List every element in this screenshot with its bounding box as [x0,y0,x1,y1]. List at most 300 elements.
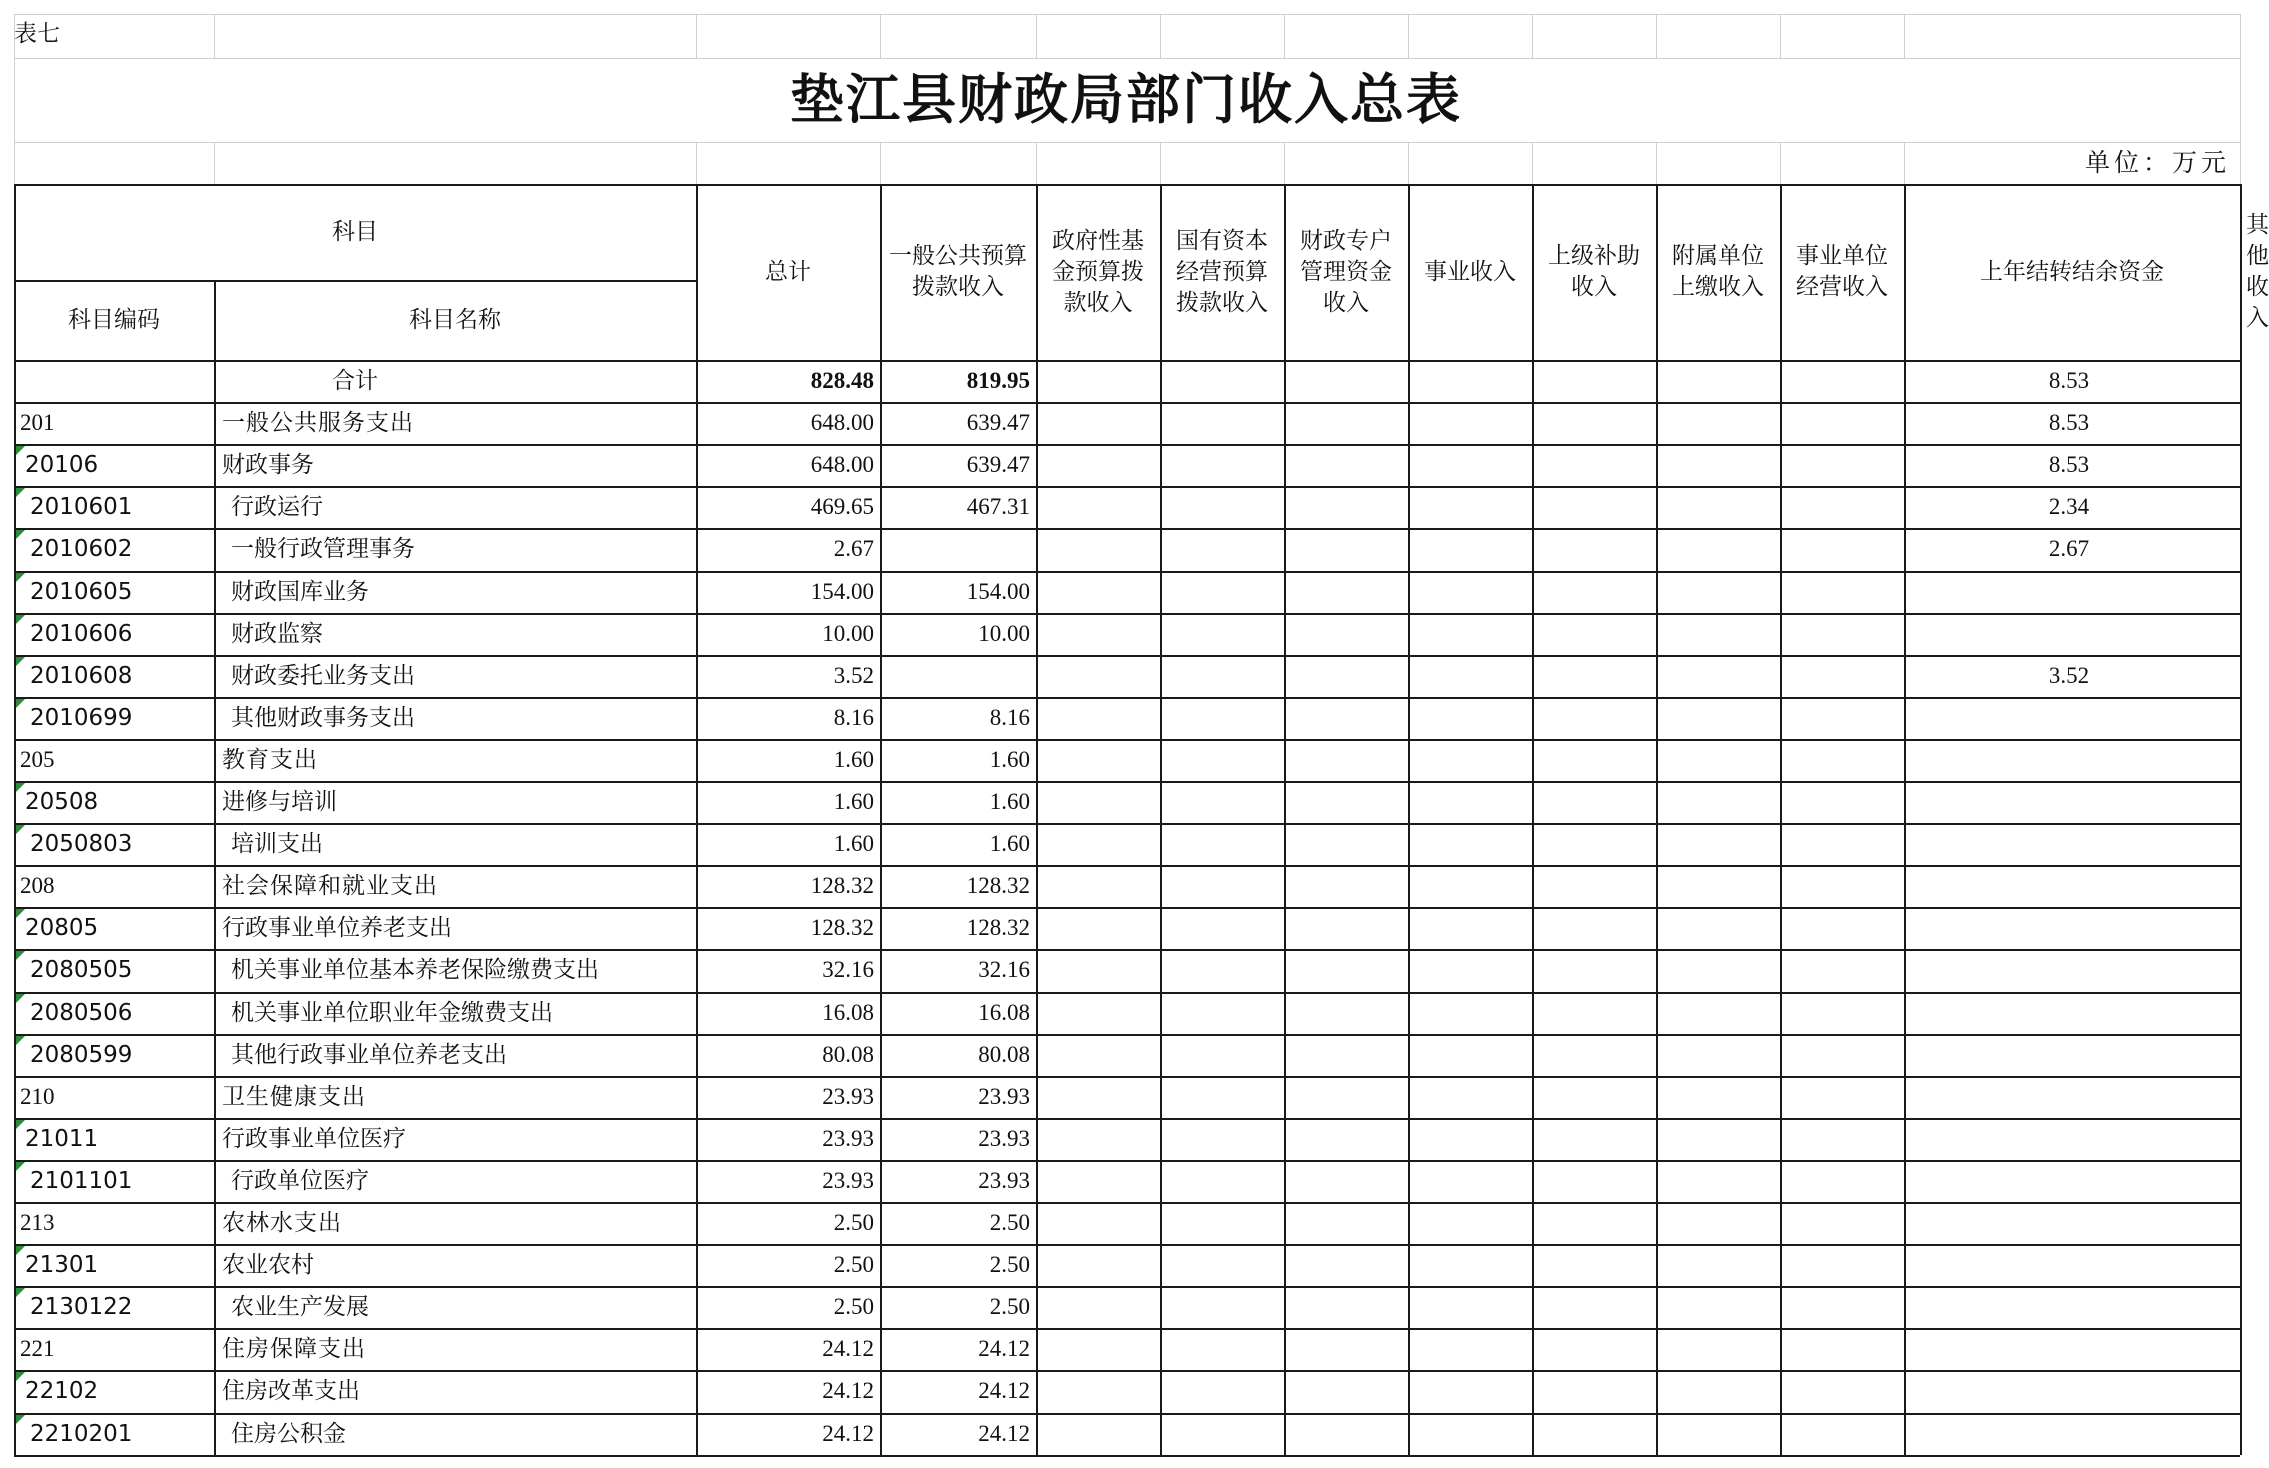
row-value[interactable] [2240,528,2246,570]
row-code[interactable]: 2010602 [14,528,214,570]
row-value[interactable] [1036,613,1160,655]
row-code[interactable]: 2010608 [14,655,214,697]
row-value[interactable] [1284,907,1408,949]
row-value[interactable]: 10.00 [978,620,1030,646]
row-code[interactable]: 208 [20,873,55,899]
row-name[interactable]: 行政运行 [231,494,323,521]
row-code[interactable]: 2080505 [14,949,214,991]
row-name[interactable]: 机关事业单位基本养老保险缴费支出 [231,957,599,984]
row-value[interactable] [1780,1160,1904,1202]
row-value[interactable]: 80.08 [978,1041,1030,1067]
row-value[interactable]: 2.67 [2048,536,2090,562]
row-value[interactable]: 2.50 [989,1252,1030,1278]
row-value[interactable] [1160,1034,1284,1076]
row-value[interactable] [1284,528,1408,570]
row-value[interactable] [1284,865,1408,907]
row-value[interactable] [2240,444,2246,486]
row-value[interactable] [1780,1244,1904,1286]
row-code[interactable]: 22102 [14,1370,214,1412]
row-value[interactable]: 2.50 [989,1210,1030,1235]
row-value[interactable] [1284,697,1408,739]
row-value[interactable]: 2.34 [2048,494,2090,520]
row-name[interactable]: 行政事业单位养老支出 [222,915,452,942]
row-value[interactable] [1904,1076,2240,1118]
row-value[interactable]: 154.00 [966,578,1030,604]
row-name[interactable]: 住房改革支出 [222,1378,360,1405]
row-value[interactable] [1160,1413,1284,1455]
row-value[interactable] [1656,1413,1780,1455]
row-value[interactable] [1656,1328,1780,1370]
row-value[interactable] [1036,528,1160,570]
row-value[interactable] [1408,1286,1532,1328]
row-value[interactable] [1780,992,1904,1034]
row-value[interactable]: 24.12 [978,1420,1030,1446]
row-name[interactable]: 农业生产发展 [231,1294,369,1321]
row-value[interactable] [1284,1370,1408,1412]
row-value[interactable]: 648.00 [810,452,874,478]
total-cell[interactable] [2240,360,2246,402]
row-value[interactable]: 23.93 [978,1167,1030,1193]
row-value[interactable]: 24.12 [822,1378,874,1404]
row-value[interactable] [1284,486,1408,528]
row-value[interactable] [1904,1370,2240,1412]
row-code[interactable]: 201 [20,410,55,436]
row-value[interactable] [1160,781,1284,823]
row-value[interactable] [1160,486,1284,528]
row-value[interactable] [1532,865,1656,907]
row-value[interactable] [1904,907,2240,949]
row-value[interactable] [1408,992,1532,1034]
row-value[interactable] [1656,697,1780,739]
row-value[interactable] [1160,655,1284,697]
row-value[interactable] [1160,444,1284,486]
row-value[interactable] [1284,1160,1408,1202]
row-value[interactable] [1656,823,1780,865]
row-value[interactable]: 639.47 [966,410,1030,436]
row-value[interactable] [2240,781,2246,823]
row-value[interactable] [1780,444,1904,486]
row-code[interactable]: 2010605 [14,571,214,613]
row-value[interactable] [1904,1202,2240,1244]
row-value[interactable] [1532,486,1656,528]
row-value[interactable] [1532,402,1656,444]
row-value[interactable]: 467.31 [966,494,1030,520]
row-value[interactable] [2240,1160,2246,1202]
row-value[interactable]: 10.00 [822,620,874,646]
row-value[interactable] [1408,781,1532,823]
row-value[interactable] [1284,1413,1408,1455]
row-value[interactable]: 24.12 [978,1378,1030,1404]
row-value[interactable] [1780,823,1904,865]
row-value[interactable] [1656,528,1780,570]
row-value[interactable]: 2.67 [833,536,874,562]
row-value[interactable] [1160,697,1284,739]
total-cell[interactable]: 828.48 [810,368,874,393]
row-value[interactable] [1284,571,1408,613]
row-code[interactable]: 2080506 [14,992,214,1034]
row-value[interactable]: 128.32 [810,915,874,941]
row-value[interactable] [2240,613,2246,655]
row-value[interactable] [1904,1244,2240,1286]
row-value[interactable] [1036,1413,1160,1455]
unit-label[interactable]: 单位：万元 [2084,148,2230,177]
total-cell[interactable] [1408,360,1532,402]
row-value[interactable]: 8.53 [2048,410,2090,436]
row-value[interactable] [2240,402,2246,444]
row-value[interactable] [1904,613,2240,655]
row-value[interactable] [1780,949,1904,991]
row-value[interactable] [1904,865,2240,907]
row-value[interactable] [1160,1286,1284,1328]
row-value[interactable] [1904,949,2240,991]
row-value[interactable] [1780,1328,1904,1370]
row-value[interactable] [2240,1118,2246,1160]
row-value[interactable] [1408,697,1532,739]
row-value[interactable] [1160,1160,1284,1202]
row-name[interactable]: 一般行政管理事务 [231,536,415,563]
row-value[interactable] [1160,1328,1284,1370]
row-value[interactable] [1036,1286,1160,1328]
row-value[interactable] [1656,1202,1780,1244]
row-value[interactable]: 23.93 [978,1125,1030,1151]
row-value[interactable] [1036,739,1160,781]
row-code[interactable]: 2210201 [14,1413,214,1455]
row-name[interactable]: 一般公共服务支出 [222,410,414,436]
row-value[interactable] [1408,1118,1532,1160]
row-value[interactable]: 32.16 [822,957,874,983]
row-value[interactable]: 24.12 [978,1336,1030,1362]
row-value[interactable] [1656,865,1780,907]
row-code[interactable]: 2010699 [14,697,214,739]
row-code[interactable]: 221 [20,1336,55,1362]
row-value[interactable] [1780,865,1904,907]
row-value[interactable] [1780,528,1904,570]
row-name[interactable]: 进修与培训 [222,789,337,815]
row-value[interactable] [1284,739,1408,781]
row-value[interactable] [1408,1076,1532,1118]
row-value[interactable] [1656,907,1780,949]
row-value[interactable] [2240,1202,2246,1244]
row-value[interactable] [1780,739,1904,781]
row-code[interactable]: 20106 [14,444,214,486]
row-value[interactable] [1780,1118,1904,1160]
row-value[interactable] [1284,1202,1408,1244]
row-value[interactable] [1780,655,1904,697]
row-value[interactable] [1532,1034,1656,1076]
row-value[interactable] [1532,823,1656,865]
row-value[interactable] [1036,1244,1160,1286]
row-value[interactable] [1036,907,1160,949]
row-value[interactable] [1036,1076,1160,1118]
row-value[interactable]: 32.16 [978,957,1030,983]
total-cell[interactable] [1036,360,1160,402]
row-value[interactable] [2240,655,2246,697]
row-value[interactable] [1036,697,1160,739]
row-value[interactable] [1780,907,1904,949]
row-value[interactable]: 2.50 [833,1252,874,1278]
row-value[interactable] [1284,1034,1408,1076]
row-value[interactable] [1780,402,1904,444]
row-value[interactable] [1408,1160,1532,1202]
row-value[interactable] [1160,739,1284,781]
row-value[interactable] [1036,1034,1160,1076]
row-code[interactable]: 2080599 [14,1034,214,1076]
row-value[interactable] [1532,1370,1656,1412]
total-cell[interactable] [1780,360,1904,402]
row-value[interactable] [1036,1160,1160,1202]
row-value[interactable] [1532,1413,1656,1455]
row-value[interactable]: 3.52 [2048,662,2090,688]
row-value[interactable] [2240,1076,2246,1118]
row-value[interactable] [1160,402,1284,444]
row-value[interactable] [1656,949,1780,991]
row-value[interactable] [1904,1034,2240,1076]
row-value[interactable] [1904,1160,2240,1202]
row-name[interactable]: 教育支出 [222,746,318,772]
row-value[interactable] [1532,655,1656,697]
row-value[interactable] [1780,571,1904,613]
row-value[interactable] [1904,1286,2240,1328]
row-value[interactable] [1532,1202,1656,1244]
row-value[interactable] [1160,823,1284,865]
row-value[interactable] [1904,992,2240,1034]
row-value[interactable]: 16.08 [978,999,1030,1025]
row-value[interactable] [1780,613,1904,655]
row-value[interactable] [1532,697,1656,739]
row-value[interactable] [1904,697,2240,739]
row-value[interactable]: 128.32 [966,915,1030,941]
row-value[interactable] [1408,571,1532,613]
row-value[interactable] [1036,571,1160,613]
row-value[interactable] [1656,1244,1780,1286]
row-value[interactable]: 128.32 [966,873,1030,899]
row-value[interactable] [1284,613,1408,655]
row-value[interactable] [2240,907,2246,949]
row-value[interactable]: 24.12 [822,1420,874,1446]
row-value[interactable] [1656,613,1780,655]
row-value[interactable] [1656,739,1780,781]
row-value[interactable] [1780,1034,1904,1076]
total-label[interactable]: 合计 [332,368,378,394]
total-cell[interactable] [1656,360,1780,402]
row-value[interactable] [1408,1034,1532,1076]
row-value[interactable] [1532,1244,1656,1286]
row-value[interactable] [1036,486,1160,528]
row-name[interactable]: 卫生健康支出 [222,1083,366,1109]
total-cell[interactable]: 8.53 [2048,368,2090,393]
row-value[interactable] [1532,444,1656,486]
row-code[interactable]: 20508 [14,781,214,823]
row-value[interactable] [1532,528,1656,570]
row-value[interactable] [2240,1328,2246,1370]
row-value[interactable]: 1.60 [833,789,874,814]
row-value[interactable] [2240,486,2246,528]
row-value[interactable] [1532,907,1656,949]
row-value[interactable] [1408,1202,1532,1244]
row-value[interactable] [880,528,1036,570]
row-value[interactable] [1284,1118,1408,1160]
row-value[interactable] [2240,697,2246,739]
row-value[interactable] [1036,992,1160,1034]
row-value[interactable] [1036,1370,1160,1412]
page-title[interactable]: 垫江县财政局部门收入总表 [790,70,1462,130]
row-value[interactable]: 23.93 [822,1167,874,1193]
row-code[interactable]: 2130122 [14,1286,214,1328]
row-value[interactable] [1656,1034,1780,1076]
row-value[interactable] [2240,571,2246,613]
row-value[interactable]: 16.08 [822,999,874,1025]
row-value[interactable] [1284,1286,1408,1328]
row-value[interactable] [1036,1328,1160,1370]
row-value[interactable] [2240,865,2246,907]
row-value[interactable] [1160,1118,1284,1160]
row-value[interactable] [1656,1076,1780,1118]
row-value[interactable]: 23.93 [822,1083,874,1109]
row-value[interactable]: 23.93 [822,1125,874,1151]
row-value[interactable] [1532,739,1656,781]
row-value[interactable] [1408,1370,1532,1412]
row-value[interactable] [1656,992,1780,1034]
row-value[interactable] [2240,949,2246,991]
row-value[interactable] [1780,1202,1904,1244]
row-code[interactable]: 2010601 [14,486,214,528]
row-value[interactable] [1160,992,1284,1034]
row-value[interactable] [1160,1076,1284,1118]
row-code[interactable]: 20805 [14,907,214,949]
row-value[interactable] [1656,1286,1780,1328]
row-value[interactable] [1408,865,1532,907]
row-value[interactable] [1408,613,1532,655]
row-value[interactable] [1408,1328,1532,1370]
row-value[interactable]: 80.08 [822,1041,874,1067]
row-value[interactable]: 1.60 [833,746,874,772]
row-name[interactable]: 社会保障和就业支出 [222,873,438,899]
row-value[interactable] [2240,1286,2246,1328]
row-value[interactable] [1904,1413,2240,1455]
row-name[interactable]: 农林水支出 [222,1210,342,1235]
row-value[interactable]: 2.50 [833,1294,874,1320]
row-value[interactable] [1408,444,1532,486]
row-value[interactable] [1656,781,1780,823]
row-value[interactable] [1656,1370,1780,1412]
row-value[interactable] [1904,571,2240,613]
row-value[interactable] [1904,1328,2240,1370]
row-value[interactable] [2240,992,2246,1034]
row-value[interactable] [1036,444,1160,486]
row-value[interactable] [1656,571,1780,613]
row-value[interactable] [2240,823,2246,865]
row-value[interactable] [1036,823,1160,865]
row-value[interactable] [1656,444,1780,486]
row-value[interactable]: 3.52 [833,662,874,688]
row-value[interactable] [1160,865,1284,907]
sheet-label[interactable]: 表七 [14,21,60,47]
row-value[interactable]: 2.50 [833,1210,874,1235]
row-value[interactable] [1284,1076,1408,1118]
row-name[interactable]: 住房保障支出 [222,1336,366,1362]
row-value[interactable]: 23.93 [978,1083,1030,1109]
total-cell[interactable] [1284,360,1408,402]
row-value[interactable] [1408,402,1532,444]
row-value[interactable] [1284,949,1408,991]
row-value[interactable] [1036,402,1160,444]
row-value[interactable] [1532,1076,1656,1118]
row-value[interactable] [1532,1286,1656,1328]
row-value[interactable] [1284,1244,1408,1286]
row-value[interactable] [1160,1202,1284,1244]
row-name[interactable]: 住房公积金 [231,1420,346,1447]
row-value[interactable] [1160,1244,1284,1286]
row-value[interactable] [1532,1328,1656,1370]
row-code[interactable]: 213 [20,1210,55,1235]
row-value[interactable]: 8.16 [989,704,1030,730]
row-value[interactable] [1408,739,1532,781]
row-value[interactable]: 2.50 [989,1294,1030,1320]
row-value[interactable]: 8.16 [833,704,874,730]
row-code[interactable]: 21011 [14,1118,214,1160]
row-value[interactable]: 128.32 [810,873,874,899]
row-value[interactable] [1160,571,1284,613]
row-value[interactable] [1284,823,1408,865]
row-value[interactable]: 639.47 [966,452,1030,478]
row-value[interactable] [1036,781,1160,823]
row-value[interactable]: 1.60 [989,831,1030,857]
row-code[interactable]: 2101101 [14,1160,214,1202]
row-value[interactable] [1408,486,1532,528]
row-name[interactable]: 农业农村 [222,1252,314,1279]
row-value[interactable] [1284,992,1408,1034]
row-code[interactable]: 21301 [14,1244,214,1286]
row-value[interactable] [1532,992,1656,1034]
row-value[interactable] [1160,949,1284,991]
row-value[interactable] [2240,1034,2246,1076]
row-value[interactable] [1656,486,1780,528]
row-value[interactable] [1904,781,2240,823]
row-name[interactable]: 财政监察 [231,620,323,647]
total-cell[interactable] [1160,360,1284,402]
row-value[interactable] [1036,655,1160,697]
row-value[interactable] [2240,739,2246,781]
row-value[interactable] [1160,907,1284,949]
row-value[interactable] [1904,823,2240,865]
row-value[interactable] [1408,1244,1532,1286]
row-value[interactable] [1160,528,1284,570]
row-value[interactable] [1656,1160,1780,1202]
row-value[interactable] [1036,949,1160,991]
row-value[interactable]: 648.00 [810,410,874,436]
row-value[interactable] [1532,1160,1656,1202]
row-name[interactable]: 财政委托业务支出 [231,662,415,689]
row-name[interactable]: 其他财政事务支出 [231,704,415,731]
row-code[interactable]: 210 [20,1083,55,1109]
row-value[interactable] [1904,739,2240,781]
total-cell[interactable]: 819.95 [966,368,1030,393]
row-value[interactable] [1284,444,1408,486]
row-value[interactable] [1036,1202,1160,1244]
row-value[interactable] [1408,823,1532,865]
row-code[interactable]: 2010606 [14,613,214,655]
row-name[interactable]: 机关事业单位职业年金缴费支出 [231,999,553,1026]
row-value[interactable] [1532,613,1656,655]
row-value[interactable] [1656,1118,1780,1160]
row-value[interactable] [2240,1244,2246,1286]
row-value[interactable] [1780,697,1904,739]
row-value[interactable] [1904,1118,2240,1160]
row-name[interactable]: 行政单位医疗 [231,1167,369,1194]
row-value[interactable] [1532,949,1656,991]
row-value[interactable]: 1.60 [989,746,1030,772]
row-value[interactable] [1408,528,1532,570]
